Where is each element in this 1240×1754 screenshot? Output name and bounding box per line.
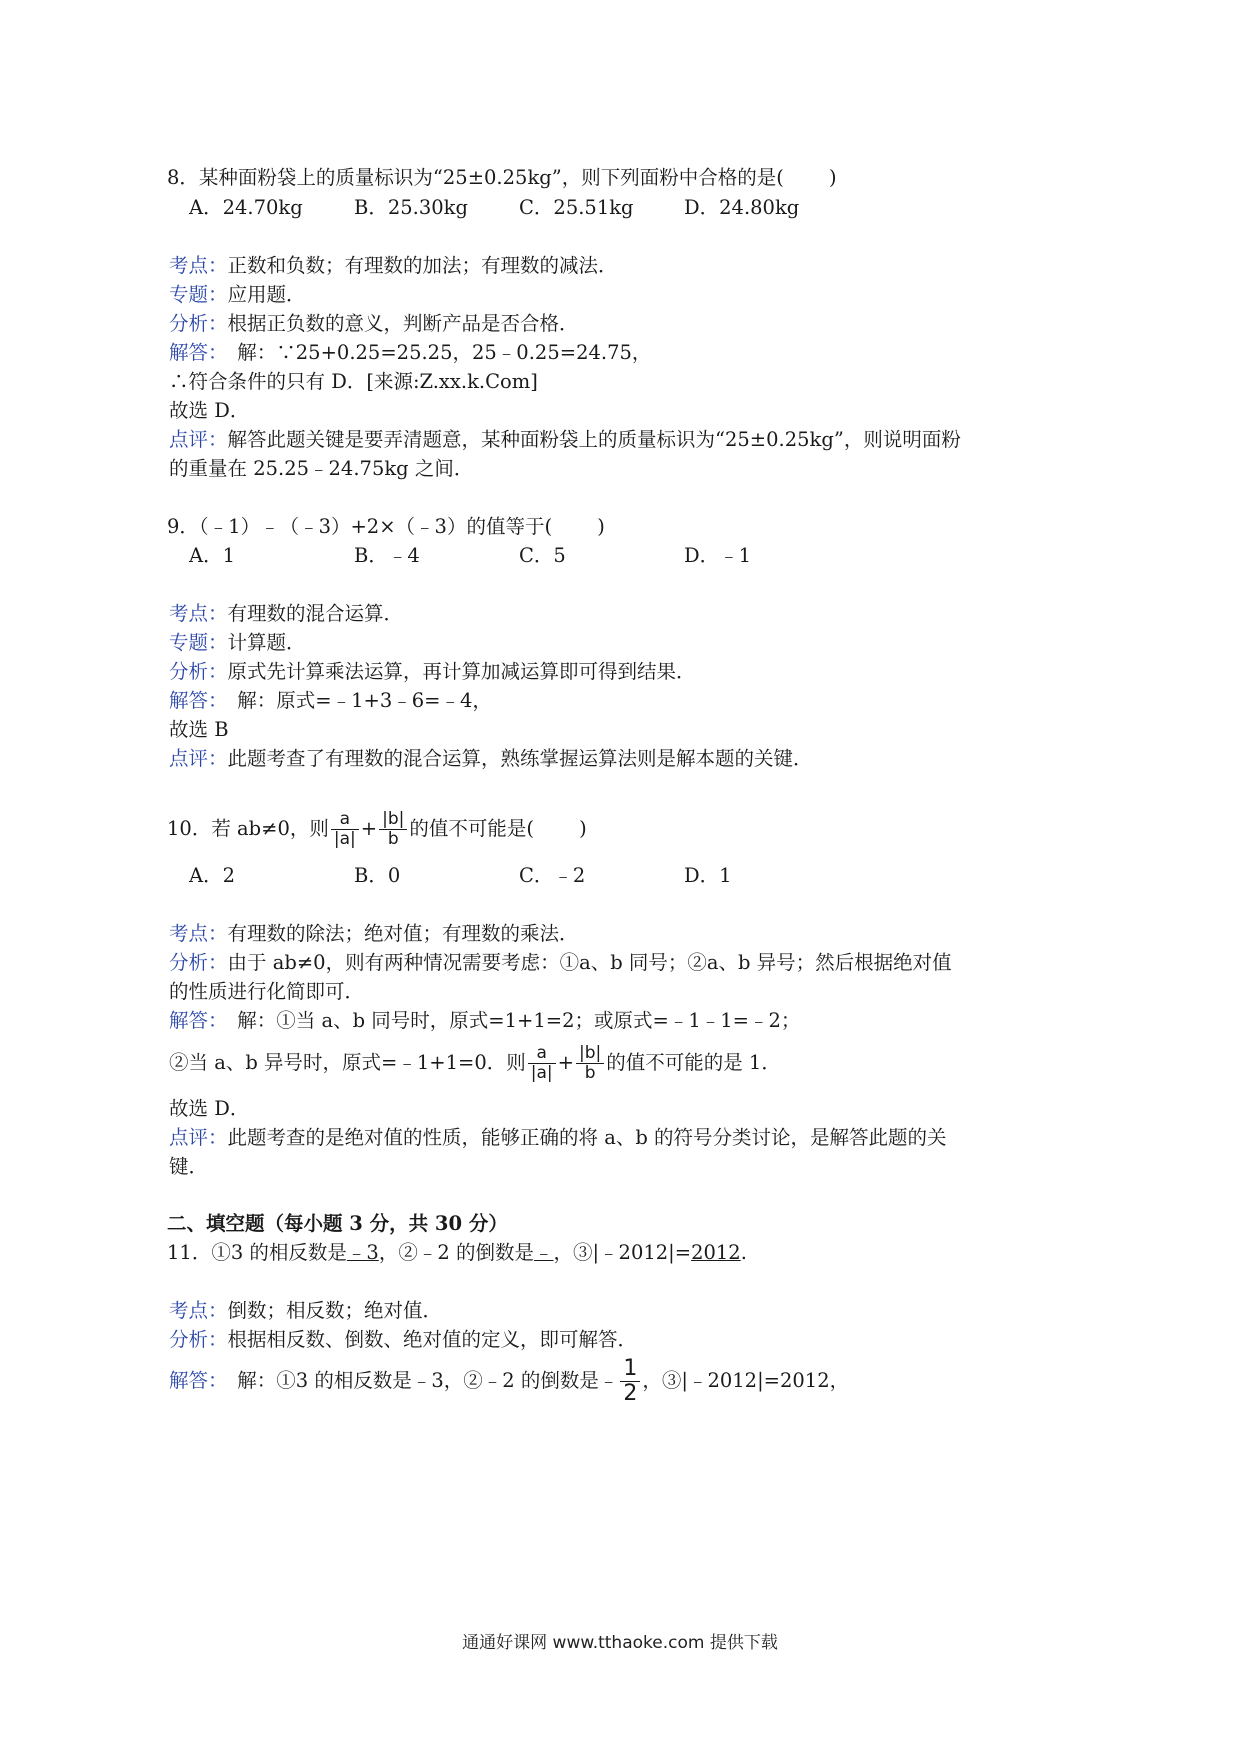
fraction-a-over-abs-a: $\frac{a}{|a|}$ [331,810,359,849]
section-title: 二、填空题（每小题 3 分，共 30 分） [167,1212,508,1235]
dianping-label: 点评： [169,747,228,770]
q11-jieda: 解答： 解：①3 的相反数是﹣3，②﹣2 的倒数是﹣ $\frac{1}{2}$ ，③|﹣2012|=2012， [169,1356,850,1406]
jieda-label: 解答： [169,689,218,712]
q8-jieda-line3: 故选 D． [169,399,250,422]
fenxi-label: 分析： [169,660,228,683]
q9-option-c: C．5 [519,544,566,567]
q9-dianping: 点评：此题考查了有理数的混合运算，熟练掌握运算法则是解本题的关键． [169,747,813,770]
q8-fenxi: 分析：根据正负数的意义，判断产品是否合格． [169,312,579,335]
zhuanti-label: 专题： [169,283,228,306]
q10-fenxi-line2: 的性质进行化简即可． [169,980,365,1003]
kaodian-label: 考点： [169,602,228,625]
fenxi-label: 分析： [169,951,228,974]
q11-answer-1: ﹣3 [346,1241,379,1264]
q8-dianping: 点评：解答此题关键是要弄清题意，某种面粉袋上的质量标识为“25±0.25kg”，则说明面粉 [169,428,961,451]
jieda-label: 解答： [169,341,218,364]
q10-stem: 10．若 ab≠0，则 $\frac{a}{|a|}$ + $\frac{|b|}{b}$ 的值不可能是( ) [167,809,587,849]
q10-jieda: 解答： 解：①当 a、b 同号时，原式=1+1=2；或原式=﹣1﹣1=﹣2； [169,1009,801,1032]
q10-dianping: 点评：此题考查的是绝对值的性质，能够正确的将 a、b 的符号分类讨论，是解答此题的关 [169,1126,947,1149]
q8-option-b: B．25.30kg [354,196,468,219]
q9-option-b: B．﹣4 [354,544,420,567]
q10-option-b: B．0 [354,864,401,887]
q10-dianping-line2: 键． [169,1155,209,1178]
q9-zhuanti: 专题：计算题． [169,631,306,654]
q11-answer-2: ﹣ [533,1241,554,1264]
q10-jieda-line3: 故选 D． [169,1097,250,1120]
q8-jieda-line2: ∴符合条件的只有 D．[来源:Z.xx.k.Com] [169,370,538,393]
jieda-label: 解答： [169,1009,218,1032]
q10-option-a: A．2 [189,864,235,887]
kaodian-label: 考点： [169,1299,228,1322]
q10-jieda-line2: ②当 a、b 异号时，原式=﹣1+1=0．则 $\frac{a}{|a|}$ + $\frac{|b|}{b}$ 的值不可能的是 1． [169,1043,781,1083]
kaodian-label: 考点： [169,922,228,945]
q9-option-a: A．1 [189,544,235,567]
q10-kaodian: 考点：有理数的除法；绝对值；有理数的乘法． [169,922,579,945]
q9-jieda-line2: 故选 B [169,718,229,741]
fraction-abs-b-over-b: $\frac{|b|}{b}$ [379,810,407,849]
q8-option-a: A．24.70kg [189,196,303,219]
dianping-label: 点评： [169,428,228,451]
q8-option-c: C．25.51kg [519,196,634,219]
q8-kaodian: 考点：正数和负数；有理数的加法；有理数的减法． [169,254,618,277]
q8-zhuanti: 专题：应用题． [169,283,306,306]
jieda-label: 解答： [169,1369,218,1392]
dianping-label: 点评： [169,1126,228,1149]
fraction-abs-b-over-b: $\frac{|b|}{b}$ [576,1044,604,1083]
q9-stem: 9．（﹣1）﹣（﹣3）+2×（﹣3）的值等于( ) [167,515,605,538]
fenxi-label: 分析： [169,312,228,335]
q9-kaodian: 考点：有理数的混合运算． [169,602,404,625]
q11-kaodian: 考点：倒数；相反数；绝对值． [169,1299,443,1322]
kaodian-label: 考点： [169,254,228,277]
q11-stem: 11．①3 的相反数是﹣3，②﹣2 的倒数是﹣，③|﹣2012|=2012. [167,1241,747,1264]
q9-fenxi: 分析：原式先计算乘法运算，再计算加减运算即可得到结果． [169,660,696,683]
q9-jieda: 解答： 解：原式=﹣1+3﹣6=﹣4， [169,689,492,712]
zhuanti-label: 专题： [169,631,228,654]
q11-fenxi: 分析：根据相反数、倒数、绝对值的定义，即可解答． [169,1328,638,1351]
q10-fenxi: 分析：由于 ab≠0，则有两种情况需要考虑：①a、b 同号；②a、b 异号；然后根据绝对值 [169,951,952,974]
q11-answer-3: 2012 [691,1241,741,1264]
fraction-one-half: $\frac{1}{2}$ [620,1357,640,1406]
q10-option-c: C．﹣2 [519,864,586,887]
q10-option-d: D．1 [684,864,732,887]
fenxi-label: 分析： [169,1328,228,1351]
page-footer: 通通好课网 www.tthaoke.com 提供下载 [462,1633,778,1653]
q8-jieda: 解答： 解：∵25+0.25=25.25，25﹣0.25=24.75， [169,341,652,364]
q9-option-d: D．﹣1 [684,544,752,567]
q8-dianping-line2: 的重量在 25.25﹣24.75kg 之间． [169,457,474,480]
fraction-a-over-abs-a: $\frac{a}{|a|}$ [528,1044,556,1083]
q8-option-d: D．24.80kg [684,196,800,219]
q8-stem: 8．某种面粉袋上的质量标识为“25±0.25kg”，则下列面粉中合格的是( ) [167,166,837,189]
